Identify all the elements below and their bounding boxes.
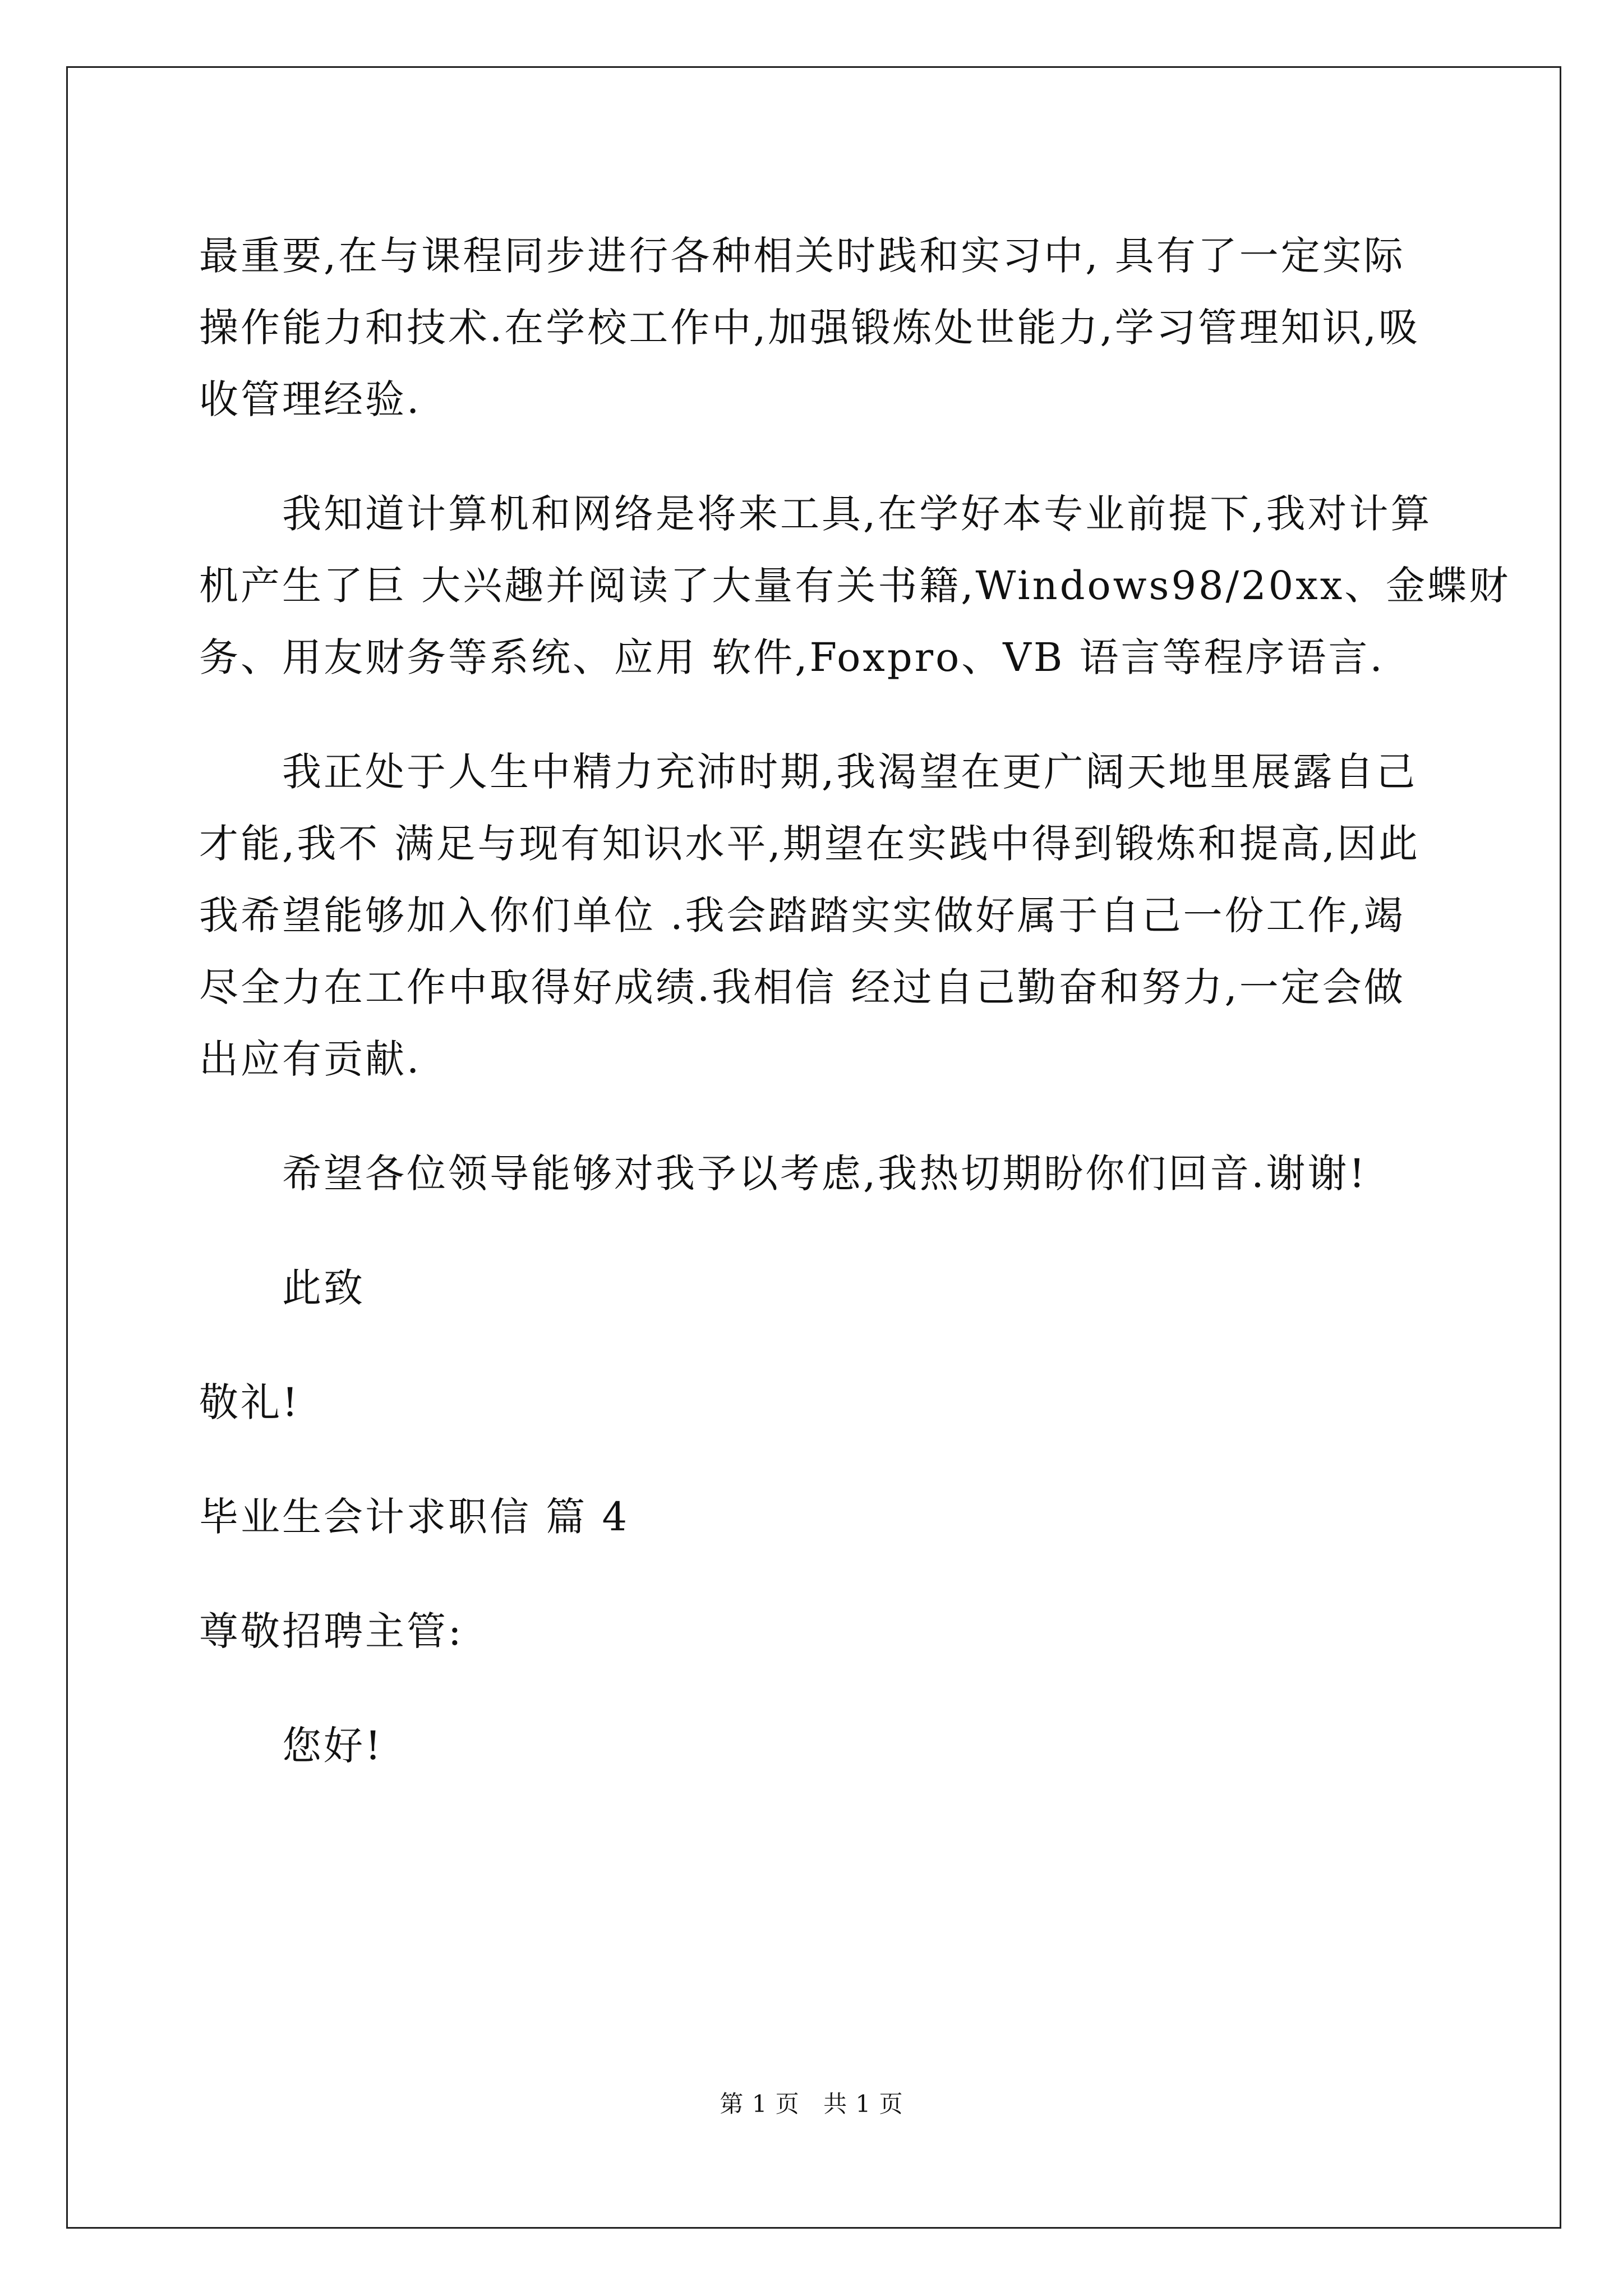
page-number: 第 1 页: [720, 2090, 800, 2118]
paragraph-gap: [199, 1209, 1427, 1252]
text-line: 收管理经验.: [199, 376, 422, 422]
text-line: 才能,我不 满足与现有知识水平,期望在实践中得到锻炼和提高,因此: [199, 821, 1421, 867]
text-line: 我希望能够加入你们单位 .我会踏踏实实做好属于自己一份工作,竭: [199, 892, 1405, 938]
text-line: 最重要,在与课程同步进行各种相关时践和实习中, 具有了一定实际: [199, 233, 1405, 279]
paragraph-gap: [199, 1324, 1427, 1366]
text-line: 我知道计算机和网络是将来工具,在学好本专业前提下,我对计算: [282, 491, 1432, 537]
paragraph-gap: [199, 693, 1427, 736]
salutation-cizhi: 此致: [282, 1265, 365, 1311]
text-line: 操作能力和技术.在学校工作中,加强锻炼处世能力,学习管理知识,吸: [199, 305, 1421, 351]
page-footer: [0, 2086, 1623, 2119]
letter-body: [199, 220, 1511, 1782]
text-line: 我正处于人生中精力充沛时期,我渴望在更广阔天地里展露自己: [282, 749, 1418, 795]
paragraph-gap: [199, 1667, 1427, 1710]
paragraph-gap: [199, 1095, 1427, 1138]
closing-request: 希望各位领导能够对我予以考虑,我热切期盼你们回音.谢谢!: [282, 1151, 1367, 1197]
text-line: 机产生了巨 大兴趣并阅读了大量有关书籍,Windows98/20xx、金蝶财: [199, 563, 1511, 609]
paragraph-motivation: [199, 736, 1427, 1095]
salutation-jingli: 敬礼!: [199, 1379, 301, 1425]
text-line: 出应有贡献.: [199, 1036, 422, 1082]
paragraph-gap: [199, 1438, 1427, 1481]
text-line: 尽全力在工作中取得好成绩.我相信 经过自己勤奋和努力,一定会做: [199, 964, 1405, 1010]
paragraph-computer: [199, 478, 1511, 693]
greeting-recipient: 尊敬招聘主管:: [199, 1608, 464, 1654]
text-line: 务、用友财务等系统、应用 软件,Foxpro、VB 语言等程序语言.: [199, 634, 1385, 680]
greeting-hello: 您好!: [282, 1723, 384, 1769]
paragraph-gap: [199, 1553, 1427, 1595]
section-heading: 毕业生会计求职信 篇 4: [199, 1494, 630, 1540]
paragraph-skills: [199, 220, 1427, 435]
paragraph-gap: [199, 435, 1427, 478]
page-total: 共 1 页: [823, 2090, 903, 2118]
